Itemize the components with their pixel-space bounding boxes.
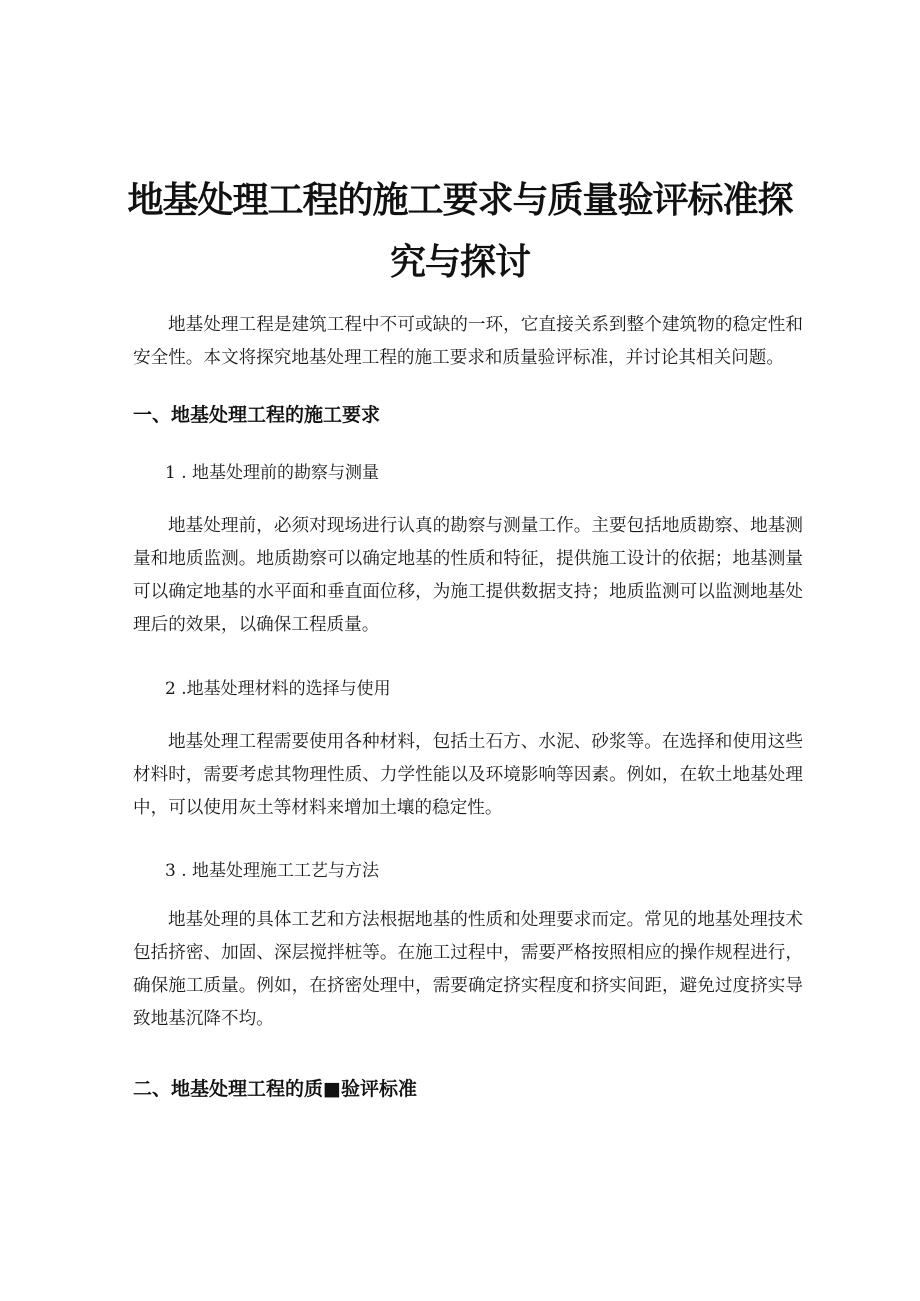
section-1-heading: 一、地基处理工程的施工要求 — [133, 404, 381, 426]
document-title-line-1: 地基处理工程的施工要求与质量验评标准探 — [127, 180, 793, 221]
subsection-2-heading: 2 .地基处理材料的选择与使用 — [165, 679, 391, 699]
subsection-1-heading: 1 . 地基处理前的勘察与测量 — [165, 463, 380, 483]
section-2-heading: 二、地基处理工程的质■验评标准 — [133, 1078, 417, 1100]
subsection-3-body: 地基处理的具体工艺和方法根据地基的性质和处理要求而定。常见的地基处理技术包括挤密、加固、深层搅拌桩等。在施工过程中，需要严格按照相应的操作规程进行，确保施工质量。例如，在挤密处理中，需要确定挤实程度和挤实间距，避免过度挤实导致地基沉降不均。 — [133, 910, 803, 1029]
subsection-3-heading: 3 . 地基处理施工工艺与方法 — [165, 861, 380, 881]
intro-paragraph: 地基处理工程是建筑工程中不可或缺的一环，它直接关系到整个建筑物的稳定性和安全性。本文将探究地基处理工程的施工要求和质量验评标准，并讨论其相关问题。 — [133, 315, 803, 368]
subsection-1-body: 地基处理前，必须对现场进行认真的勘察与测量工作。主要包括地质勘察、地基测量和地质监测。地质勘察可以确定地基的性质和特征，提供施工设计的依据；地基测量可以确定地基的水平面和垂直面位移，为施工提供数据支持；地质监测可以监测地基处理后的效果，以确保工程质量。 — [133, 516, 803, 635]
document-title-line-2: 究与探讨 — [389, 242, 530, 283]
subsection-2-body: 地基处理工程需要使用各种材料，包括土石方、水泥、砂浆等。在选择和使用这些材料时，需要考虑其物理性质、力学性能以及环境影响等因素。例如，在软土地基处理中，可以使用灰土等材料来增加土壤的稳定性。 — [133, 732, 803, 818]
